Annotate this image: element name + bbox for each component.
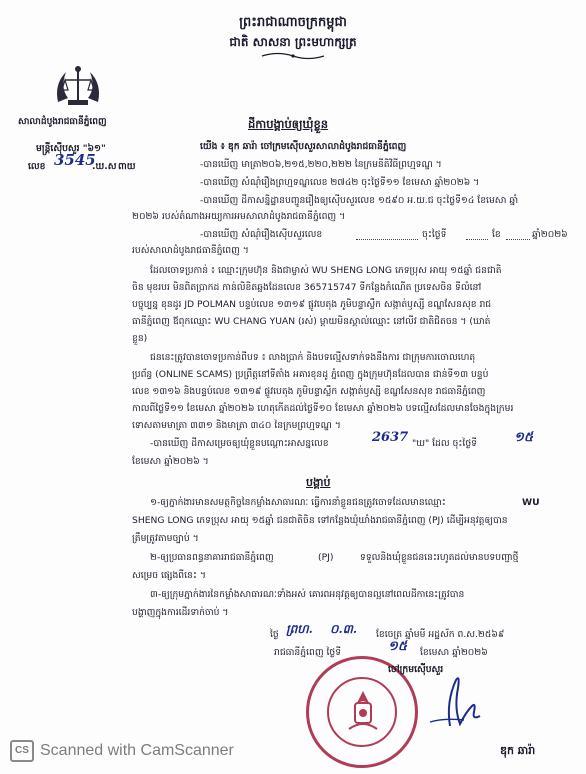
order-1-line-b: SHENG LONG ភេទប្រុស អាយុ ១៥ឆ្នាំ ជនជាតិចិន ទៅកន្លែងឃុំឃាំងរាជធានីភ្នំពេញ (PJ) ដើម្បីអនុវត្តឲ្យបាន — [132, 515, 508, 526]
camscanner-text: Scanned with CamScanner — [40, 742, 234, 759]
order-1-line-a: ១-ឲ្យភ្នាក់ងារមានសមត្ថកិច្ចនៃកម្លាំងសាធារណៈ ធ្វើការនាំខ្លួនជនត្រូវចោទដែលមានឈ្មោះ — [150, 497, 446, 508]
doc-number-value: 3545 — [54, 151, 96, 169]
accused-line-5: ខ្លួន) — [132, 333, 148, 344]
body-line-investigation-d: ឆ្នាំ២០២៦ — [532, 229, 568, 240]
body-line-case-file: -បានឃើញ សំណុំរឿងព្រហ្មទណ្ឌលេខ ២៧៤២ ចុះថ្ងៃទី១១ ខែមេសា ឆ្នាំ២០២៦ ។ — [200, 177, 480, 188]
accused-line-4: ធានីភ្នំពេញ ឪពុកឈ្មោះ WU CHANG YUAN (រស់) ម្ដាយមិនស្គាល់ឈ្មោះ នៅលីវ ជាតិជិតចន ។ (ឃាត់ — [132, 316, 491, 327]
solar-date-prefix: រាជធានីភ្នំពេញ ថ្ងៃទី — [274, 647, 342, 658]
solar-date-rest: ខែមេសា ឆ្នាំ២០២៦ — [420, 647, 488, 658]
detention-order-number: 2637 — [372, 430, 409, 445]
solar-date-day: ១៥ — [388, 639, 408, 654]
case-label: មន្ត្រីស៊ើបសួរ "៦១" — [36, 143, 106, 154]
investigation-blank-number — [356, 228, 418, 240]
order-3-line-a: ៣-ឲ្យក្រុមភ្នាក់ងារនៃកម្លាំងសាធារណៈទាំងអស់ គោរពអនុវត្តឲ្យបានល្អនៅពេលដីកានេះត្រូវបាន — [150, 589, 465, 600]
order-1-name-tail: WU — [522, 497, 540, 508]
order-2-pj: (PJ) — [318, 552, 334, 563]
accused-line-3: បច្ចុប្បន្ន ខុនដូរ JD POLMAN បន្ទប់លេខ ១៣១៩ ផ្លូវបេតុង ភូមិបន្ទាស្លឹក សង្កាត់ឫស្សី ខណ្ឌសែនសុខ រាជ — [132, 299, 492, 310]
body-line-investigation-b: ចុះថ្ងៃទី — [422, 229, 447, 240]
signer-name: ឌុក ឆារ៉ា — [500, 744, 536, 757]
seal-emblem-icon — [343, 689, 383, 737]
body-line-prosecutor-b: ២០២៦ របស់តំណាងអយ្យការអមសាលាដំបូងរាជធានីភ្នំពេញ ។ — [132, 211, 346, 222]
judge-signature — [420, 672, 500, 732]
doc-number-label: លេខ — [28, 161, 46, 172]
detention-order-line-b: "ឃ" ដែល ចុះថ្ងៃទី — [412, 438, 477, 449]
lunar-date-prefix: ថ្ងៃ — [270, 629, 279, 640]
charge-line-4: កាលពីថ្ងៃទី១១ ខែមេសា ឆ្នាំ២០២៦ ហេតុកើតដល់ថ្ងៃទី១០ ខែមេសា ឆ្នាំ២០២៦ បទល្មើសដែលមានចែងក្នុងក្រមរ — [132, 403, 514, 414]
charge-line-1: ជននេះត្រូវបានចោទប្រកាន់ពីបទ ៖ លាងប្រាក់ និងបទល្មើសទាក់ទងនឹងការ ជាក្រុមការចោលហេតុ — [150, 352, 476, 363]
body-line-prosecutor-a: -បានឃើញ ដីកាសន្និដ្ឋានបញ្ជូនរឿងឲ្យស៊ើបសួរលេខ ១៥៩០ អ.យ.ជ ចុះថ្ងៃទី១៤ ខែមេសា ឆ្នាំ — [200, 195, 519, 206]
investigation-blank-day — [466, 228, 488, 240]
order-2-line-c: សម្រេច ផ្សេងពីនេះ ។ — [132, 570, 206, 581]
body-line-investigation-a: -បានឃើញ សំណុំរឿងស៊ើបសួរលេខ — [200, 229, 323, 240]
detention-order-day: ១៥ — [514, 430, 534, 445]
order-2-line-b: ទទួលនិងឃុំខ្លួនជននេះរហូតដល់មានបទបញ្ជាថ្មី — [360, 552, 519, 563]
accused-line-2: ចិន មុខរបរ មិនពិតប្រាកដ កាន់លិខិតឆ្លងដែនលេខ 365715747 ទីកន្លែងកំណើត ប្រទេសចិន ទីលំនៅ — [132, 282, 482, 293]
document-title: ដីកាបង្គាប់ឲ្យឃុំខ្លួន — [248, 117, 329, 131]
motto-ornament — [260, 52, 326, 60]
detention-order-line-c: ខែមេសា ឆ្នាំ២០២៦ ។ — [132, 456, 209, 467]
lunar-month-hand: ០.៣. — [330, 622, 358, 636]
charge-line-3: លេខ ១៣១៦ និងបន្ទប់លេខ ១៣១៩ ផ្លូវបេតុង ភូមិបន្ទាស្លឹក សង្កាត់ឫស្សី ខណ្ឌសែនសុខ រាជធានីភ្នំពេញ — [132, 386, 486, 397]
motto-heading: ជាតិ សាសនា ព្រះមហាក្សត្រ — [229, 35, 357, 49]
signer-title: ចៅក្រមស៊ើបសួរ — [388, 664, 444, 675]
lunar-date-rest: ខែចេត្រ ឆ្នាំមមី អដ្ឋស័ក ព.ស.២៥៦៩ — [376, 629, 505, 640]
order-3-line-b: បង្ហាញក្នុងការដើរទាក់ចាប់ ។ — [132, 607, 229, 618]
order-2-line-a: ២-ឲ្យប្រធានពន្ធនាគាររាជធានីភ្នំពេញ — [150, 552, 274, 563]
accused-line-1: ដែលចោទប្រកាន់ ៖ ឈ្មោះក្រុមហ៊ុន និងជាម្ចាស់ WU SHENG LONG ភេទប្រុស អាយុ ១៥ឆ្នាំ ជនជាតិ — [150, 265, 502, 276]
order-heading: បង្គាប់ — [306, 476, 331, 489]
lunar-date-hand: ព្រហ. — [286, 622, 313, 636]
charge-line-5: ទោសតាមមាត្រា ៣៣១ និងមាត្រា ៣៤០ នៃក្រមព្រហ្មទណ្ឌ ។ — [132, 420, 341, 431]
order-1-line-c: ត្រឹមត្រូវតាមច្បាប់ ។ — [132, 533, 199, 544]
body-line-investigation-c: ខែ — [492, 229, 501, 240]
kingdom-heading: ព្រះរាជាណាចក្រកម្ពុជា — [239, 15, 347, 30]
body-line-investigation-e: របស់សាលាដំបូងរាជធានីភ្នំពេញ ។ — [132, 245, 249, 256]
investigation-blank-month — [506, 228, 530, 240]
charge-line-2: ប្រព័ន្ធ (ONLINE SCAMS) ប្រព្រឹត្តនៅទីតាំង អគារខុនដូ ភ្នំពេញ ក្នុងក្រុមហ៊ុនដែលបាន ជាន់ទី១៣ បន្ទប់ — [132, 369, 489, 380]
detention-order-line-a: -បានឃើញ ដីកាសម្រេចឲ្យឃុំខ្លួនបណ្ដោះអាសន្នលេខ — [150, 438, 329, 449]
body-line-articles: -បានឃើញ មាត្រា២០៦,២១៥,២២០,២២២ នៃក្រមនីតិវិធីព្រហ្មទណ្ឌ ។ — [200, 159, 442, 170]
court-emblem-icon — [50, 64, 106, 114]
camscanner-logo-icon: CS — [10, 740, 34, 762]
body-line-judge: យើង ៖ ឌុក ឆារ៉ា ចៅក្រមស៊ើបសួរសាលាដំបូងរាជធានីភ្នំពេញ — [200, 141, 407, 152]
doc-number-suffix: .ឃ.ស — [92, 161, 117, 172]
camscanner-watermark — [10, 740, 234, 762]
doc-number-tail: ពាយ — [118, 161, 136, 172]
court-name: សាលាដំបូងរាជធានីភ្នំពេញ — [18, 117, 107, 127]
